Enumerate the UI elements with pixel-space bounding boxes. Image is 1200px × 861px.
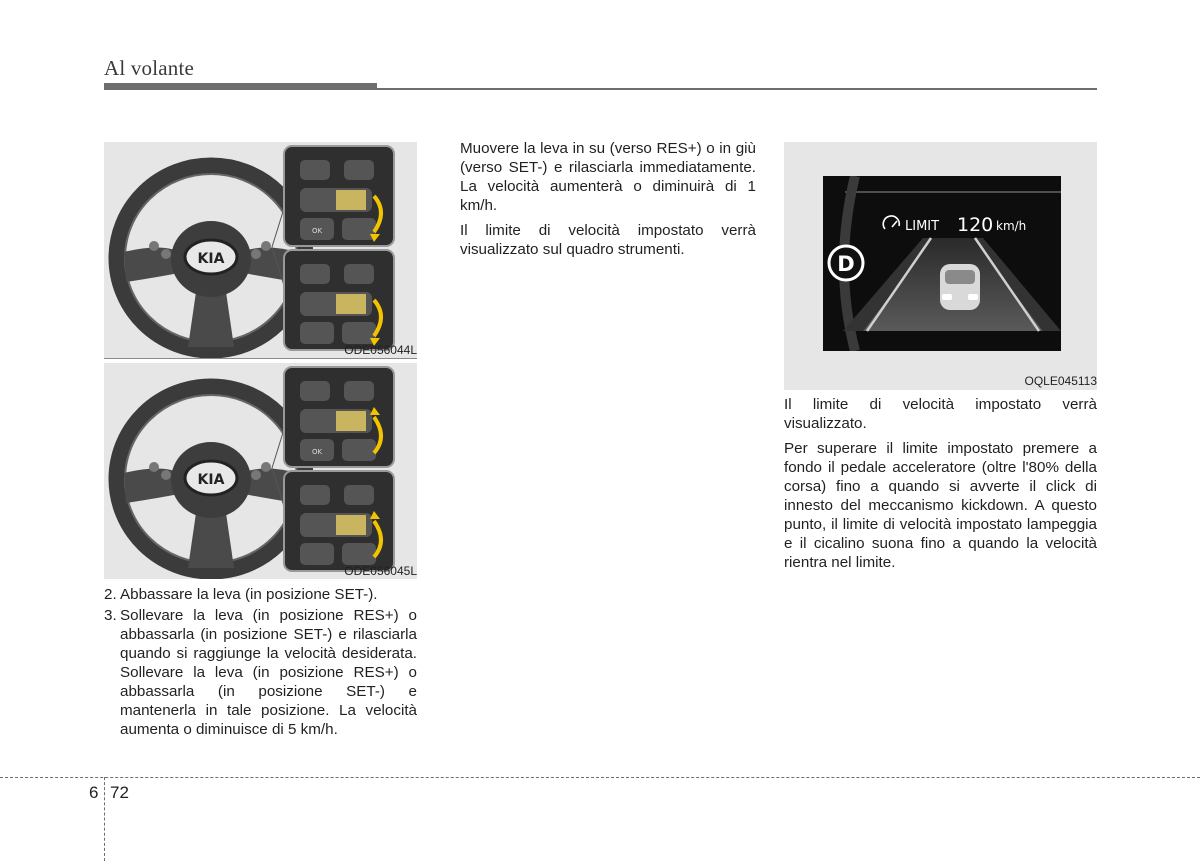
paragraph: Il limite di velocità impostato verrà visualizzato sul quadro strumenti. [460,222,756,258]
left-column-list [104,585,417,739]
kia-logo: KIA [197,251,225,267]
figure-code-bottom: ODE056045L [344,564,417,578]
footer-divider [104,777,105,861]
steering-wheel-figure-top [104,142,417,358]
limit-speed-unit: km/h [996,219,1027,233]
page-header-title: Al volante [104,56,195,80]
cluster-illustration [823,176,1061,351]
list-item-number: 2. [104,586,117,603]
steering-wheel-illustration-bottom [104,363,417,579]
steering-wheel-illustration-top [104,142,417,358]
page-section-number: 6 [89,783,99,802]
list-item-number: 3. [104,607,117,624]
gear-indicator: D [837,252,855,276]
paragraph: Per superare il limite impostato premere a fondo il pedale acceleratore (oltre l'80% della corsa) fino a quando si avverte il click di innesto del meccanismo kickdown. A questo punto, il limite di velocità impostato lampeggia e il cicalino suona fino a quando la velocità rientra nel limite. [784,440,1097,571]
header-rule-accent [104,83,377,90]
footer-rule [0,777,1200,778]
list-item [104,585,417,604]
svg-text:OK: OK [311,227,323,235]
figure-code-right: OQLE045113 [1024,374,1097,388]
kia-logo: KIA [197,472,225,488]
limit-speed-value: 120 [957,214,994,236]
middle-column-text [460,139,756,265]
cluster-display [823,176,1061,351]
limit-label: LIMIT [905,219,940,234]
paragraph: Muovere la leva in su (verso RES+) o in giù (verso SET-) e rilasciarla immediatamente. La velocità aumenterà o diminuirà di 1 km/h. [460,140,756,214]
paragraph: Il limite di velocità impostato verrà visualizzato. [784,396,1097,432]
list-item-text: Sollevare la leva (in posizione RES+) o abbassarla (in posizione SET-) e rilasciarla quando si raggiunge la velocità desiderata. Sollevare la leva (in posizione RES+) o abbassarla (in posizione SET-) e mantenerla in tale posizione. La velocità aumenta o diminuisce di 5 km/h. [120,607,417,738]
figure-separator [104,358,417,359]
page-number: 72 [110,783,129,802]
steering-wheel-figure-bottom [104,363,417,579]
svg-text:OK: OK [311,448,323,456]
right-column-text [784,395,1097,578]
list-item [104,606,417,739]
figure-code-top: ODE056044L [344,343,417,357]
list-item-text: Abbassare la leva (in posizione SET-). [120,586,378,603]
